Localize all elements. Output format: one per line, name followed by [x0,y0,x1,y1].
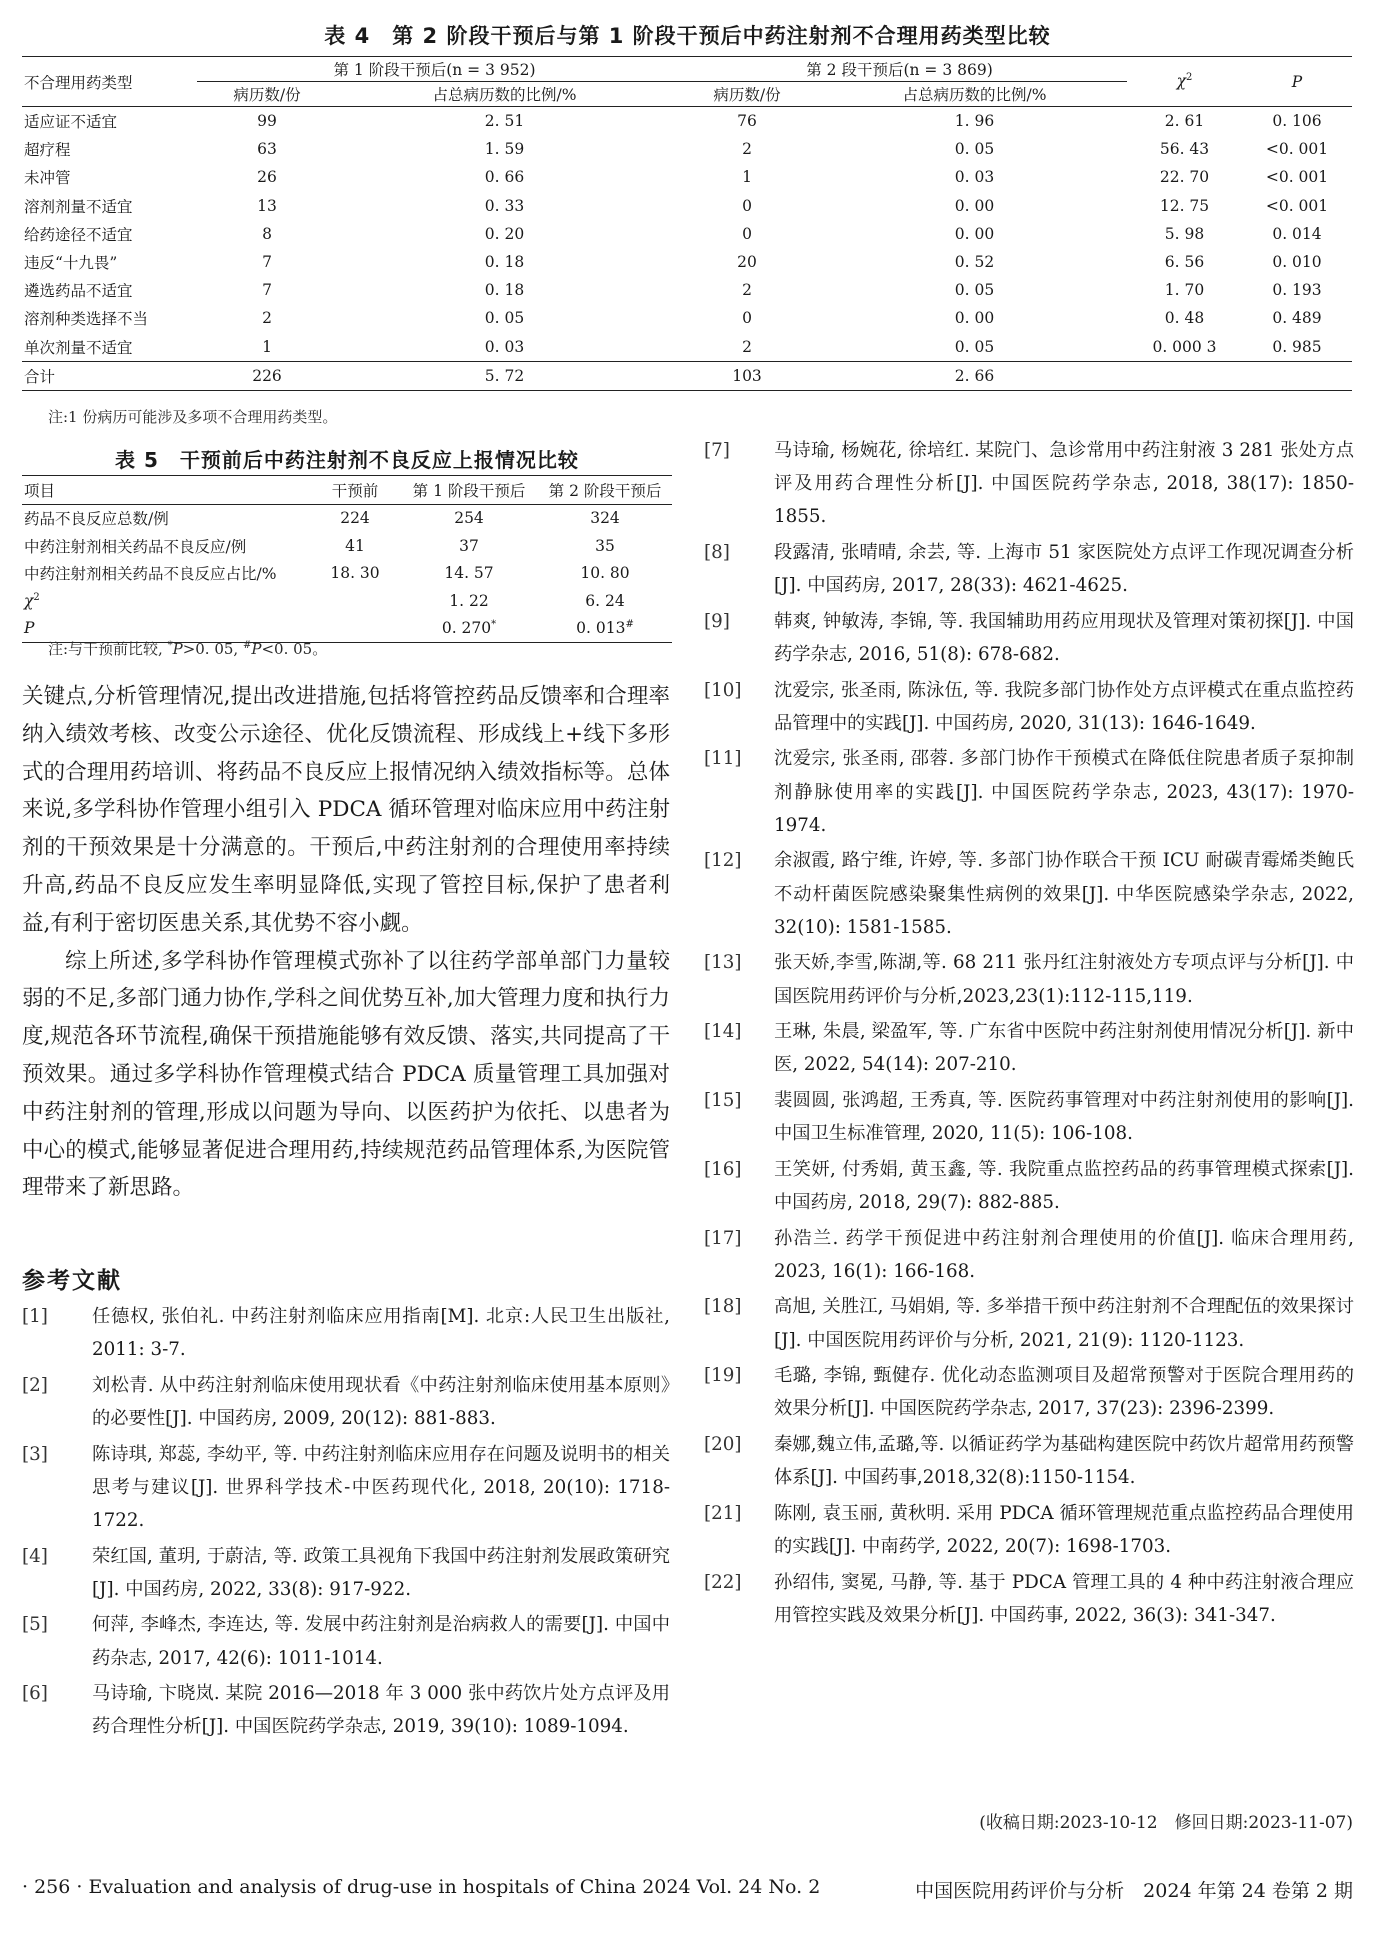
table-cell: 0. 014 [1272,224,1322,243]
reference-item [704,434,1354,534]
table-cell: 0. 270* [400,615,538,643]
reference-text: 段露清, 张晴晴, 余芸, 等. 上海市 51 家医院处方点评工作现况调查分析[J]. 中国药房, 2017, 28(33): 4621-4625. [774,542,1354,597]
table-cell: 14. 57 [444,564,494,583]
table5-title: 表 5 干预前后中药注射剂不良反应上报情况比较 [115,448,579,472]
footer-journal-en: · 256 · Evaluation and analysis of drug-use in hospitals of China 2024 Vol. 24 No. 2 [22,1876,821,1898]
table4-sub-ratio: 占总病历数的比例/% [822,82,1127,107]
table-cell: 2. 61 [1164,112,1205,131]
table-row [22,248,1352,276]
reference-number: [3] [22,1443,48,1465]
table-header-cell: 项目 [22,476,310,505]
table-cell: 324 [590,509,620,528]
table4-body [22,107,1352,391]
reference-item [704,844,1354,944]
table-cell: 0. 33 [484,196,525,215]
table-cell: 中药注射剂相关药品不良反应占比/% [24,565,277,584]
table4-header-type: 不合理用药类型 [22,57,197,107]
table-cell: <0. 001 [1265,168,1329,187]
table-cell: 超疗程 [24,141,71,160]
table-cell: 1. 70 [1164,281,1205,300]
table-cell: 8 [262,224,272,243]
received-dates: (收稿日期:2023-10-12 修回日期:2023-11-07) [979,1813,1353,1833]
table-header-cell: 第 1 阶段干预后 [400,476,538,505]
table-cell: 26 [257,168,277,187]
table-row [22,107,1352,136]
body-paragraph: 综上所述,多学科协作管理模式弥补了以往药学部单部门力量较弱的不足,多部门通力协作,学科之间优势互补,加大管理力度和执行力度,规范各环节流程,确保干预措施能够有效反馈、落实,共同提高了干预效果。通过多学科协作管理模式结合 PDCA 质量管理工具加强对中药注射剂的管理,形成以问题为导向、以医药护为依托、以患者为中心的模式,能够显著促进合理用药,持续规范药品管理体系,为医院管理带来了新思路。 [22,948,670,1201]
table-cell: 1. 59 [484,140,525,159]
table-header-cell: 干预前 [310,476,400,505]
table-cell: 0. 00 [954,196,995,215]
references-left-column [22,1300,670,1746]
reference-item [704,1222,1354,1288]
table5-body [22,476,672,643]
table4-sub-count: 病历数/份 [672,82,822,107]
table-cell: 溶剂剂量不适宜 [24,197,133,216]
reference-text: 王笑妍, 付秀娟, 黄玉鑫, 等. 我院重点监控药品的药事管理模式探索[J]. 中国药房, 2018, 29(7): 882-885. [774,1158,1354,1213]
table-cell: 224 [340,509,370,528]
table-cell: 0. 03 [954,168,995,187]
reference-number: [21] [704,1502,742,1524]
table4-header-p: P [1242,57,1352,107]
table-cell: 5. 72 [337,361,672,390]
table-cell: P [22,615,310,643]
table4-header-group1: 第 1 阶段干预后(n = 3 952) [197,57,672,82]
reference-number: [8] [704,542,730,563]
reference-text: 马诗瑜, 卞晓岚. 某院 2016—2018 年 3 000 张中药饮片处方点评及用药合理性分析[J]. 中国医院药学杂志, 2019, 39(10): 1089-1094. [92,1683,670,1738]
table-cell: 63 [257,140,277,159]
table-cell: 22. 70 [1159,168,1210,187]
reference-item [704,1428,1354,1494]
reference-text: 张天娇,李雪,陈湖,等. 68 211 张丹红注射液处方专项点评与分析[J]. 中国医院用药评价与分析,2023,23(1):112-115,119. [774,952,1354,1007]
reference-number: [4] [22,1545,48,1567]
table-row [22,135,1352,163]
reference-item [704,605,1354,671]
table-cell: 0. 106 [1272,112,1322,131]
reference-text: 荣红国, 董玥, 于蔚洁, 等. 政策工具视角下我国中药注射剂发展政策研究[J]. 中国药房, 2022, 33(8): 917-922. [92,1545,670,1600]
reference-text: 何萍, 李峰杰, 李连达, 等. 发展中药注射剂是治病救人的需要[J]. 中国中药杂志, 2017, 42(6): 1011-1014. [92,1614,670,1669]
reference-item [22,1677,670,1743]
table-cell: 未冲管 [24,169,71,188]
reference-number: [18] [704,1296,742,1318]
table-cell: 遴选药品不适宜 [24,282,133,301]
reference-number: [11] [704,748,742,770]
reference-text: 陈诗琪, 郑蕊, 李幼平, 等. 中药注射剂临床应用存在问题及说明书的相关思考与建议[J]. 世界科学技术-中医药现代化, 2018, 20(10): 1718-1722. [92,1443,670,1531]
table-cell: 254 [454,509,484,528]
table-cell: 76 [737,112,757,131]
reference-item [22,1608,670,1674]
table-cell: 0. 05 [954,140,995,159]
reference-number: [9] [704,610,730,632]
table-cell: 0. 489 [1272,309,1322,328]
table4-header-chi: $\chi^2$ [1127,57,1242,107]
reference-item [704,674,1354,740]
table4-sub-ratio: 占总病历数的比例/% [337,82,672,107]
table-cell: 6. 24 [585,591,625,610]
table-cell: 溶剂种类选择不当 [24,310,149,329]
reference-item [704,1015,1354,1081]
table-header-row [22,476,672,505]
table-cell: 5. 98 [1164,224,1205,243]
table-cell [1242,361,1352,390]
table-cell: 单次剂量不适宜 [24,338,133,357]
references-right-column [704,434,1354,1634]
table4-sub-count: 病历数/份 [197,82,337,107]
reference-text: 孙浩兰. 药学干预促进中药注射剂合理使用的价值[J]. 临床合理用药, 2023, 16(1): 166-168. [774,1227,1354,1282]
table-cell: 0. 00 [954,224,995,243]
reference-item [704,1084,1354,1150]
reference-number: [6] [22,1683,48,1705]
table-cell: 99 [257,112,277,131]
table4-header-group2: 第 2 段干预后(n = 3 869) [672,57,1127,82]
table-cell [1127,361,1242,390]
table-cell: 10. 80 [580,564,630,583]
reference-text: 毛璐, 李锦, 甄健存. 优化动态监测项目及超常预警对于医院合理用药的效果分析[J]. 中国医院药学杂志, 2017, 37(23): 2396-2399. [774,1365,1354,1420]
reference-text: 余淑霞, 路宁维, 许婷, 等. 多部门协作联合干预 ICU 耐碳青霉烯类鲍氏不动杆菌医院感染聚集性病例的效果[J]. 中华医院感染学杂志, 2022, 32(10): 1581-1585. [774,850,1354,938]
table-cell: 0. 05 [954,337,995,356]
table-cell: 2. 51 [484,112,525,131]
reference-item [704,536,1354,602]
reference-item [704,742,1354,842]
table-cell: 0. 000 3 [1152,337,1217,356]
table-cell: 37 [459,536,479,555]
reference-number: [10] [704,679,742,701]
table-total-row [22,361,1352,390]
table-cell: 1. 22 [449,591,489,610]
table-cell [310,587,400,615]
reference-number: [22] [704,1571,742,1593]
reference-item [704,946,1354,1012]
table-cell: $\chi^2$ [24,591,40,610]
table-cell: 适应证不适宜 [24,113,118,132]
table-cell: 0. 03 [484,337,525,356]
table-row [22,560,672,588]
table-cell: 0. 05 [484,309,525,328]
table-cell: 7 [262,253,272,272]
reference-text: 韩爽, 钟敏涛, 李锦, 等. 我国辅助用药应用现状及管理对策初探[J]. 中国药学杂志, 2016, 51(8): 678-682. [774,610,1354,665]
table-cell: <0. 001 [1265,196,1329,215]
reference-item [704,1290,1354,1356]
reference-number: [19] [704,1365,742,1387]
table4 [22,56,1352,391]
reference-number: [14] [704,1021,742,1043]
reference-number: [5] [22,1614,48,1636]
reference-number: [12] [704,850,742,872]
table4-title: 表 4 第 2 阶段干预后与第 1 阶段干预后中药注射剂不合理用药类型比较 [324,24,1051,48]
reference-number: [15] [704,1089,742,1111]
table-row-chi [22,587,672,615]
body-text [22,678,670,1207]
table-cell: 0. 20 [484,224,525,243]
table-row [22,504,672,532]
reference-item [704,1497,1354,1563]
reference-number: [16] [704,1158,742,1180]
reference-number: [20] [704,1433,742,1455]
table-cell: 56. 43 [1159,140,1210,159]
table-cell: 2. 66 [822,361,1127,390]
table-cell: 13 [257,196,277,215]
table-row [22,304,1352,332]
table-row [22,163,1352,191]
table4-note: 注:1 份病历可能涉及多项不合理用药类型。 [48,408,338,426]
table-cell: 0 [742,224,752,243]
table-cell: 1. 96 [954,112,995,131]
reference-item [704,1153,1354,1219]
table-cell: 226 [197,361,337,390]
table-cell: 中药注射剂相关药品不良反应/例 [24,537,247,556]
reference-number: [13] [704,952,742,974]
table-cell: 2 [742,337,752,356]
reference-text: 刘松青. 从中药注射剂临床使用现状看《中药注射剂临床使用基本原则》的必要性[J]. 中国药房, 2009, 20(12): 881-883. [92,1374,670,1429]
reference-text: 沈爱宗, 张圣雨, 陈泳伍, 等. 我院多部门协作处方点评模式在重点监控药品管理中的实践[J]. 中国药房, 2020, 31(13): 1646-1649. [774,679,1354,734]
table-cell: 0. 013# [538,615,672,643]
table-cell: 合计 [22,361,197,390]
reference-text: 陈刚, 袁玉丽, 黄秋明. 采用 PDCA 循环管理规范重点监控药品合理使用的实践[J]. 中南药学, 2022, 20(7): 1698-1703. [774,1502,1354,1557]
table-cell: 6. 56 [1164,253,1205,272]
table-cell: 1 [742,168,752,187]
table-row [22,192,1352,220]
table-cell: 7 [262,281,272,300]
table-cell: 103 [672,361,822,390]
table-row [22,220,1352,248]
table-cell: <0. 001 [1265,140,1329,159]
table-cell: 0. 985 [1272,337,1322,356]
table-cell: 35 [595,536,615,555]
table-cell: 0. 48 [1164,309,1205,328]
table-cell: 给药途径不适宜 [24,225,133,244]
table-row [22,276,1352,304]
table-cell: 0. 66 [484,168,525,187]
reference-item [22,1438,670,1538]
reference-text: 沈爱宗, 张圣雨, 邵蓉. 多部门协作干预模式在降低住院患者质子泵抑制剂静脉使用率的实践[J]. 中国医院药学杂志, 2023, 43(17): 1970-1974. [774,748,1354,836]
table-cell: 药品不良反应总数/例 [24,510,169,529]
table-cell: 41 [345,536,365,555]
table-cell: 0. 18 [484,281,525,300]
reference-number: [7] [704,440,730,461]
table-cell: 0. 18 [484,253,525,272]
reference-text: 王琳, 朱晨, 梁盈军, 等. 广东省中医院中药注射剂使用情况分析[J]. 新中医, 2022, 54(14): 207-210. [774,1021,1354,1076]
reference-item [704,1566,1354,1632]
table-header-cell: 第 2 阶段干预后 [538,476,672,505]
reference-text: 秦娜,魏立伟,孟璐,等. 以循证药学为基础构建医院中药饮片超常用药预警体系[J]. 中国药事,2018,32(8):1150-1154. [774,1433,1354,1489]
table-cell: 20 [737,253,757,272]
table-cell: 2 [262,309,272,328]
table5-note: 注:与干预前比较, *P>0. 05, #P<0. 05。 [48,640,328,658]
reference-item [22,1540,670,1606]
table-cell: 2 [742,140,752,159]
reference-number: [2] [22,1374,48,1396]
table-cell: 0 [742,309,752,328]
body-paragraph: 关键点,分析管理情况,提出改进措施,包括将管控药品反馈率和合理率纳入绩效考核、改变公示途径、优化反馈流程、形成线上+线下多形式的合理用药培训、将药品不良反应上报情况纳入绩效指标等。总体来说,多学科协作管理小组引入 PDCA 循环管理对临床应用中药注射剂的干预效果是十分满意的。干预后,中药注射剂的合理使用率持续升高,药品不良反应发生率明显降低,实现了管控目标,保护了患者利益,有利于密切医患关系,其优势不容小觑。 [22,684,670,936]
reference-item [22,1369,670,1435]
table-row [22,532,672,560]
table-cell: 0. 010 [1272,253,1322,272]
table-cell: 18. 30 [330,564,380,583]
reference-text: 高旭, 关胜江, 马娟娟, 等. 多举措干预中药注射剂不合理配伍的效果探讨[J]. 中国医院用药评价与分析, 2021, 21(9): 1120-1123. [774,1296,1354,1351]
references-heading: 参考文献 [22,1268,122,1294]
reference-number: [1] [22,1306,48,1327]
reference-text: 任德权, 张伯礼. 中药注射剂临床应用指南[M]. 北京:人民卫生出版社, 2011: 3-7. [92,1306,670,1361]
table-cell: 1 [262,337,272,356]
reference-text: 马诗瑜, 杨婉花, 徐培红. 某院门、急诊常用中药注射液 3 281 张处方点评及用药合理性分析[J]. 中国医院药学杂志, 2018, 38(17): 1850-1855. [774,440,1354,528]
reference-item [704,1359,1354,1425]
reference-text: 裴圆圆, 张鸿超, 王秀真, 等. 医院药事管理对中药注射剂使用的影响[J]. 中国卫生标准管理, 2020, 11(5): 106-108. [774,1089,1354,1145]
table-cell: 0. 00 [954,309,995,328]
footer-journal-cn: 中国医院用药评价与分析 2024 年第 24 卷第 2 期 [915,1880,1353,1902]
table-cell: 0. 52 [954,253,995,272]
reference-item [22,1300,670,1366]
reference-number: [17] [704,1227,742,1249]
table-cell: 违反“十九畏” [24,254,118,273]
table5 [22,475,672,643]
table-cell: 0. 193 [1272,281,1322,300]
table-cell: 0 [742,196,752,215]
reference-text: 孙绍伟, 窦冕, 马静, 等. 基于 PDCA 管理工具的 4 种中药注射液合理应用管控实践及效果分析[J]. 中国药事, 2022, 36(3): 341-347. [774,1571,1354,1626]
table-cell: 0. 05 [954,281,995,300]
table-cell: 12. 75 [1159,196,1210,215]
table-row [22,333,1352,362]
table-cell: 2 [742,281,752,300]
